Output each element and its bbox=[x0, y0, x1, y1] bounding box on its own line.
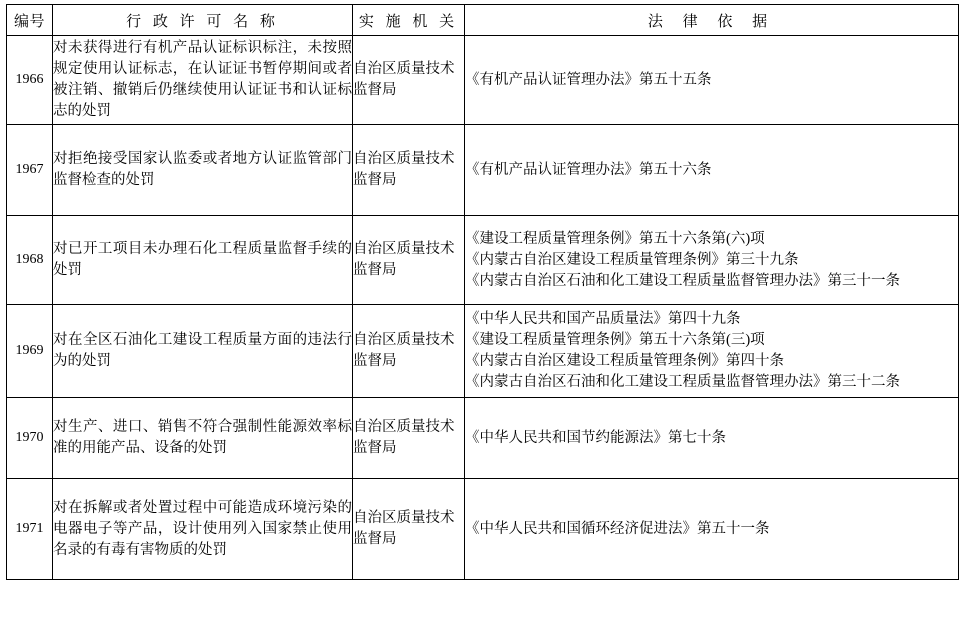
row-agency: 自治区质量技术监督局 bbox=[353, 36, 465, 125]
row-legal-basis bbox=[465, 36, 959, 125]
legal-basis-line: 《中华人民共和国节约能源法》第七十条 bbox=[465, 429, 726, 446]
table-row bbox=[7, 305, 959, 398]
row-agency: 自治区质量技术监督局 bbox=[353, 398, 465, 479]
legal-basis-line: 《中华人民共和国循环经济促进法》第五十一条 bbox=[465, 520, 770, 537]
row-id: 1967 bbox=[7, 125, 53, 216]
row-agency: 自治区质量技术监督局 bbox=[353, 479, 465, 580]
row-permit-name: 对在全区石油化工建设工程质量方面的违法行为的处罚 bbox=[53, 305, 353, 398]
row-legal-basis bbox=[465, 479, 959, 580]
row-legal-basis bbox=[465, 398, 959, 479]
row-agency: 自治区质量技术监督局 bbox=[353, 305, 465, 398]
legal-basis-line: 《建设工程质量管理条例》第五十六条第(三)项 bbox=[465, 332, 765, 348]
legal-basis-line: 《内蒙古自治区石油和化工建设工程质量监督管理办法》第三十二条 bbox=[465, 374, 900, 390]
row-legal-basis bbox=[465, 125, 959, 216]
table-row bbox=[7, 479, 959, 580]
row-agency: 自治区质量技术监督局 bbox=[353, 125, 465, 216]
table-row bbox=[7, 125, 959, 216]
table-row bbox=[7, 216, 959, 305]
legal-basis-line: 《内蒙古自治区石油和化工建设工程质量监督管理办法》第三十一条 bbox=[465, 272, 900, 289]
column-header-agency-text: 实 施 机 关 bbox=[358, 13, 459, 30]
legal-basis-line: 《建设工程质量管理条例》第五十六条第(六)项 bbox=[465, 230, 765, 247]
column-header-name-text: 行 政 许 可 名 称 bbox=[126, 13, 279, 30]
row-id: 1968 bbox=[7, 216, 53, 305]
row-id: 1969 bbox=[7, 305, 53, 398]
row-agency: 自治区质量技术监督局 bbox=[353, 216, 465, 305]
administrative-permit-table bbox=[6, 4, 959, 580]
row-permit-name: 对未获得进行有机产品认证标识标注，未按照规定使用认证标志，在认证证书暂停期间或者被注销、撤销后仍继续使用认证证书和认证标志的处罚 bbox=[53, 36, 353, 125]
column-header-basis-text: 法 律 依 据 bbox=[647, 13, 776, 30]
row-permit-name: 对在拆解或者处置过程中可能造成环境污染的电器电子等产品，设计使用列入国家禁止使用名录的有毒有害物质的处罚 bbox=[53, 479, 353, 580]
table-row bbox=[7, 398, 959, 479]
row-id: 1970 bbox=[7, 398, 53, 479]
column-header-name bbox=[53, 5, 353, 36]
row-permit-name: 对已开工项目未办理石化工程质量监督手续的处罚 bbox=[53, 216, 353, 305]
row-id: 1971 bbox=[7, 479, 53, 580]
table-header bbox=[7, 5, 959, 36]
table-row bbox=[7, 36, 959, 125]
column-header-id: 编号 bbox=[7, 5, 53, 36]
column-header-basis bbox=[465, 5, 959, 36]
row-permit-name: 对生产、进口、销售不符合强制性能源效率标准的用能产品、设备的处罚 bbox=[53, 398, 353, 479]
table-header-row bbox=[7, 5, 959, 36]
legal-basis-line: 《内蒙古自治区建设工程质量管理条例》第三十九条 bbox=[465, 251, 799, 268]
row-id: 1966 bbox=[7, 36, 53, 125]
legal-basis-line: 《内蒙古自治区建设工程质量管理条例》第四十条 bbox=[465, 353, 784, 369]
column-header-agency bbox=[353, 5, 465, 36]
legal-basis-line: 《有机产品认证管理办法》第五十六条 bbox=[465, 161, 712, 178]
row-permit-name: 对拒绝接受国家认监委或者地方认证监管部门监督检查的处罚 bbox=[53, 125, 353, 216]
row-legal-basis bbox=[465, 305, 959, 398]
table-body bbox=[7, 36, 959, 580]
row-legal-basis bbox=[465, 216, 959, 305]
legal-basis-line: 《有机产品认证管理办法》第五十五条 bbox=[465, 71, 712, 88]
legal-basis-line: 《中华人民共和国产品质量法》第四十九条 bbox=[465, 311, 741, 327]
